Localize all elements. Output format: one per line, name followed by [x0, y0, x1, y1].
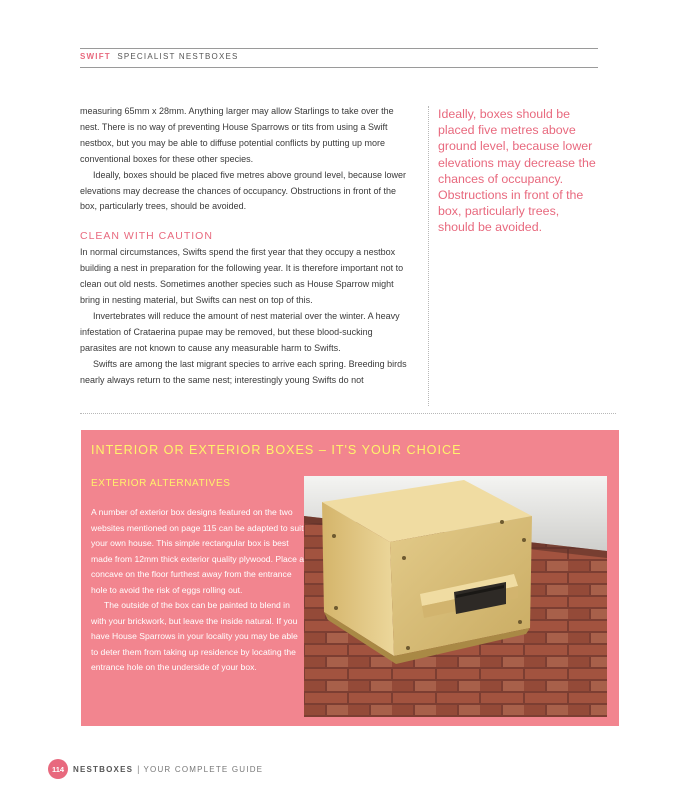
header-rule-bottom [80, 67, 598, 68]
nestbox-illustration [304, 476, 607, 717]
body-paragraph: In normal circumstances, Swifts spend the first year that they occupy a nestbox building a nest in preparation for the following year. It is therefore important not to clean out old nests. Sometimes another species such as House Sparrow might bring in nesting material, but Swifts can nest on top of this. [80, 247, 404, 306]
running-head [80, 52, 239, 61]
nestbox-photo [304, 476, 607, 717]
header-rule-top [80, 48, 598, 49]
feature-panel [81, 430, 619, 726]
screw-head [332, 534, 336, 538]
panel-paragraph: A number of exterior box designs featured on the two websites mentioned on page 115 can be adapted to suit your own house. This simple rectangular box is best made from 12mm thick exterior quality plywood. Place a concave on the floor furthest away from the entrance hole to avoid the risk of eggs rolling out. [91, 507, 305, 595]
page-number-badge: 114 [48, 759, 68, 779]
screw-head [402, 556, 406, 560]
body-paragraph: Invertebrates will reduce the amount of nest material over the winter. A heavy infestation of Crataerina pupae may be removed, but these blood-sucking parasites are not known to cause any measurable harm to Swifts. [80, 310, 400, 353]
pull-quote: Ideally, boxes should be placed five metres above ground level, because lower elevations may decrease the chances of occupancy. Obstructions in front of the box, particularly trees, should be avoided. [438, 107, 596, 235]
panel-subtitle: EXTERIOR ALTERNATIVES [91, 478, 231, 489]
panel-text [91, 505, 305, 676]
screw-head [500, 520, 504, 524]
screw-head [522, 538, 526, 542]
page-footer [48, 759, 263, 779]
footer-brand: NESTBOXES [73, 764, 134, 774]
screw-head [406, 646, 410, 650]
screw-head [518, 620, 522, 624]
header-brand: SWIFT [80, 52, 111, 61]
screw-head [334, 606, 338, 610]
body-paragraph: measuring 65mm x 28mm. Anything larger may allow Starlings to take over the nest. There is no way of preventing House Sparrows or tits from using a Swift nestbox, but you may be able to diffuse potential conflicts by putting up more conventional boxes for these other species. [80, 106, 394, 164]
body-paragraph: Swifts are among the last migrant species to arrive each spring. Breeding birds nearly always return to the same nest; interestingly young Swifts do not [80, 358, 407, 385]
body-paragraph: Ideally, boxes should be placed five metres above ground level, because lower elevations may decrease the chances of occupancy. Obstructions in front of the box, particularly trees, should be avoided. [80, 169, 407, 212]
section-subheading: CLEAN WITH CAUTION [80, 230, 213, 243]
header-section: SPECIALIST NESTBOXES [117, 52, 239, 61]
footer-separator: | [137, 764, 140, 774]
panel-title: INTERIOR OR EXTERIOR BOXES – IT'S YOUR CHOICE [91, 443, 462, 457]
main-column [80, 104, 408, 389]
column-divider [428, 106, 429, 406]
section-divider [80, 413, 616, 414]
footer-guide: YOUR COMPLETE GUIDE [143, 764, 264, 774]
panel-paragraph: The outside of the box can be painted to blend in with your brickwork, but leave the inside natural. If you have House Sparrows in your locality you may be able to deter them from taking up residence by locating the entrance hole on the underside of your box. [91, 600, 298, 672]
